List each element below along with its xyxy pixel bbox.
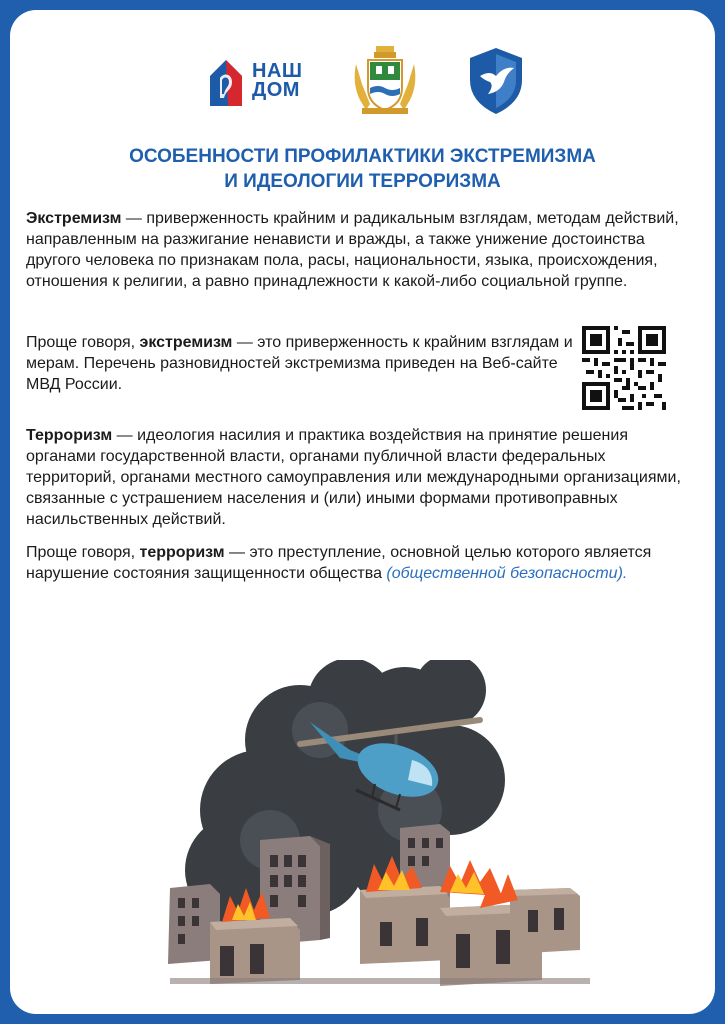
- qr-code-icon[interactable]: [582, 326, 666, 410]
- nashdom-logo-icon: [206, 54, 316, 110]
- shield-dove-icon: [466, 46, 526, 116]
- destroyed-city-illustration: [150, 660, 620, 1000]
- nashdom-line1: НАШ: [252, 60, 303, 82]
- nashdom-wordmark: [252, 62, 302, 100]
- extremism-simple-lead: Проще говоря,: [26, 334, 140, 351]
- title-line1: ОСОБЕННОСТИ ПРОФИЛАКТИКИ ЭКСТРЕМИЗМА: [129, 146, 596, 167]
- page-title: [10, 144, 715, 194]
- extremism-definition-text: — приверженность крайним и радикальным взглядам, методам действий, направленным на разжигание ненависти и вражды, а также унижение достоинства другого человека по признакам пола, расы, национальности, языка, происхождения, отношения к религии, а равно принадлежности к какой-либо социальной группе.: [26, 210, 679, 290]
- extremism-term: Экстремизм: [26, 210, 122, 227]
- terrorism-simple-accent: (общественной безопасности).: [386, 565, 628, 582]
- poster-page: [10, 10, 715, 1014]
- terrorism-definition-text: — идеология насилия и практика воздействия на принятие решения органами государственной власти, органами публичной власти федеральных территорий, органами местного самоуправления или международными организациями, связанные с устрашением населения и (или) иными формами противоправных насильственных действий.: [26, 427, 681, 528]
- terrorism-term: Терроризм: [26, 427, 113, 444]
- nashdom-line2: ДОМ: [252, 79, 300, 101]
- terrorism-simple: [26, 542, 696, 584]
- terrorism-simple-rest: — это преступление, основной целью которого является нарушение состояния защищенности общества: [26, 544, 652, 582]
- logos-row: [10, 44, 715, 124]
- terrorism-simple-term: терроризм: [139, 544, 225, 561]
- terrorism-definition: [26, 425, 696, 530]
- extremism-simple: [26, 332, 586, 395]
- extremism-simple-term: экстремизм: [139, 334, 233, 351]
- title-line2: И ИДЕОЛОГИИ ТЕРРОРИЗМА: [224, 171, 501, 192]
- city-crest-icon: [348, 44, 422, 118]
- terrorism-simple-lead: Проще говоря,: [26, 544, 140, 561]
- extremism-definition: [26, 208, 696, 292]
- extremism-simple-rest: — это приверженность к крайним взглядам и мерам. Перечень разновидностей экстремизма приведен на Веб-сайте МВД России.: [26, 334, 573, 393]
